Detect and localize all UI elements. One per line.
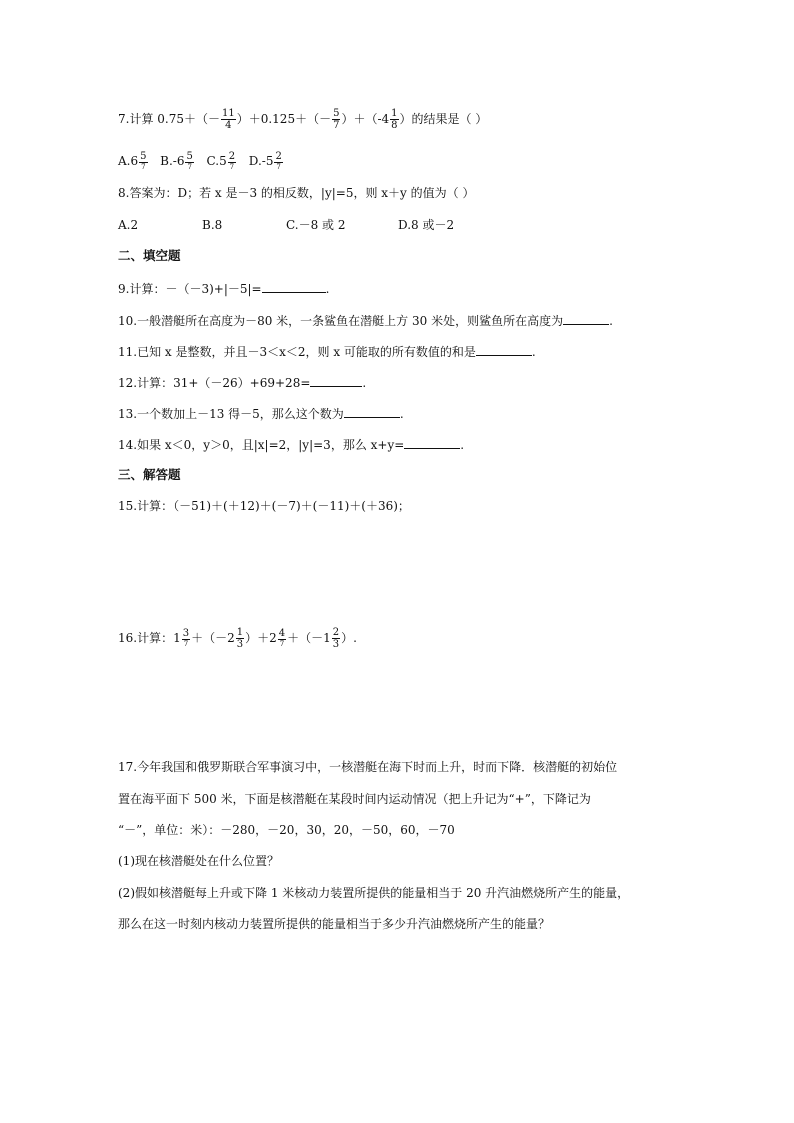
- q7-option-a: A.6 $\frac{5}{7}$: [118, 151, 147, 171]
- question-13: 13.一个数加上－13 得－5，那么这个数为 .: [118, 407, 404, 421]
- q16-fraction-2: $\frac{1}{3}$: [236, 627, 244, 650]
- question-10: 10.一般潜艇所在高度为－80 米，一条鲨鱼在潜艇上方 30 米处，则鲨鱼所在高度为 .: [118, 314, 613, 328]
- q7-fraction-2: $\frac{5}{7}$: [333, 108, 340, 131]
- q7-mid-1: ）＋0.125＋（－: [236, 112, 332, 126]
- q7-option-d: D.-5 $\frac{2}{7}$: [248, 151, 282, 171]
- question-17-sub-2-line-1: (2)假如核潜艇每上升或下降 1 米核动力装置所提供的能量相当于 20 升汽油燃烧所产生的能量，: [118, 886, 630, 900]
- q11-answer-blank[interactable]: [476, 343, 532, 356]
- question-16: 16.计算：1 $\frac{3}{7}$ ＋（－2 $\frac{1}{3}$ ）＋2 $\frac{4}{7}$ ＋（－1 $\frac{2}{3}$ ）.: [118, 627, 357, 650]
- q12-answer-blank[interactable]: [310, 374, 362, 387]
- question-15: 15.计算：（－51)＋(＋12)＋(－7)＋(－11)＋(＋36)；: [118, 499, 410, 513]
- q8-options: [118, 217, 454, 233]
- question-17-sub-1: (1)现在核潜艇处在什么位置？: [118, 854, 279, 868]
- q7-options: [118, 151, 284, 172]
- q16-fraction-1: $\frac{3}{7}$: [182, 628, 190, 648]
- question-7: [118, 108, 487, 131]
- q7-fraction-3: $\frac{1}{8}$: [391, 108, 398, 131]
- q8-option-d: D.8 或－2: [398, 218, 455, 232]
- q8-option-b: B.8: [202, 218, 223, 232]
- q10-answer-blank[interactable]: [563, 312, 609, 325]
- q16-fraction-3: $\frac{4}{7}$: [278, 628, 286, 648]
- q7-mid-2: ）＋（-4: [341, 112, 390, 126]
- q8-option-a: A.2: [118, 218, 139, 232]
- q8-option-c: C.－8 或 2: [286, 218, 346, 232]
- q7-prefix: 7.计算 0.75＋（－: [118, 112, 220, 126]
- section-3-heading: 三、解答题: [118, 467, 181, 482]
- question-8: 8.答案为：D；若 x 是－3 的相反数，|y|=5，则 x＋y 的值为（ ）: [118, 186, 475, 200]
- question-17-line-2: 置在海平面下 500 米，下面是核潜艇在某段时间内运动情况（把上升记为“+”，下降记为: [118, 792, 591, 806]
- q14-answer-blank[interactable]: [404, 436, 460, 449]
- question-14: 14.如果 x＜0，y＞0，且|x|=2，|y|=3，那么 x+y= .: [118, 438, 465, 452]
- q7-option-b: B.-6 $\frac{5}{7}$: [160, 151, 193, 171]
- section-2-heading: 二、填空题: [118, 248, 181, 263]
- q7-option-c: C.5 $\frac{2}{7}$: [206, 151, 236, 171]
- question-9: 9.计算：－（－3)+|－5|= .: [118, 282, 330, 296]
- q9-answer-blank[interactable]: [262, 280, 326, 293]
- question-17-line-3: “－”，单位：米）：－280，－20，30，20，－50，60，－70: [118, 823, 455, 837]
- question-11: 11.已知 x 是整数，并且－3＜x＜2，则 x 可能取的所有数值的和是 .: [118, 345, 536, 359]
- question-17-sub-2-line-2: 那么在这一时刻内核动力装置所提供的能量相当于多少升汽油燃烧所产生的能量？: [118, 917, 551, 931]
- q16-fraction-4: $\frac{2}{3}$: [332, 627, 340, 650]
- q7-suffix: ）的结果是（ ）: [399, 112, 488, 126]
- question-12: 12.计算：31+（－26）+69+28= .: [118, 376, 367, 390]
- q13-answer-blank[interactable]: [344, 405, 400, 418]
- question-17-line-1: 17.今年我国和俄罗斯联合军事演习中，一核潜艇在海下时而上升，时而下降．核潜艇的初始位: [118, 760, 618, 774]
- q7-fraction-1: $\frac{11}{4}$: [221, 108, 235, 131]
